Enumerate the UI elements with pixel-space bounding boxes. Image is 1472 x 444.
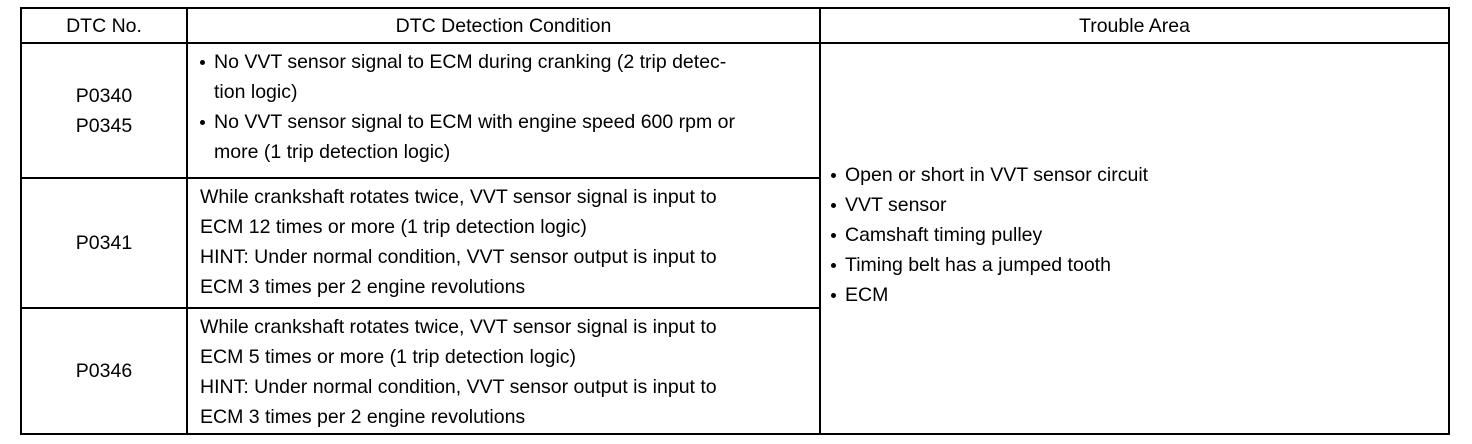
trouble-area-cell (821, 44, 1448, 433)
header-detection-condition: DTC Detection Condition (395, 14, 612, 37)
hint-line: ECM 3 times per 2 engine revolutions (200, 276, 526, 298)
hint-line: ECM 3 times per 2 engine revolutions (200, 406, 526, 428)
detection-condition-cell (188, 179, 819, 307)
detection-condition-cell (188, 44, 819, 177)
condition-bullet: No VVT sensor signal to ECM during cranking (2 trip detec- tion logic) (200, 47, 800, 107)
trouble-item: Camshaft timing pulley (831, 220, 1148, 250)
trouble-item: VVT sensor (831, 190, 1148, 220)
condition-line: While crankshaft rotates twice, VVT sensor signal is input to (200, 316, 717, 338)
condition-line: ECM 12 times or more (1 trip detection logic) (200, 216, 587, 238)
header-trouble-area: Trouble Area (1079, 14, 1190, 37)
hint-line: HINT: Under normal condition, VVT sensor output is input to (200, 246, 717, 268)
dtc-table (20, 7, 1450, 435)
dtc-code-cell (22, 309, 186, 433)
dtc-code-cell (22, 179, 186, 307)
trouble-item: ECM (831, 280, 1148, 310)
hint-line: HINT: Under normal condition, VVT sensor output is input to (200, 376, 717, 398)
dtc-code: P0341 (75, 232, 133, 254)
header-dtc-no: DTC No. (66, 14, 142, 37)
condition-bullet: No VVT sensor signal to ECM with engine speed 600 rpm or more (1 trip detection logic) (200, 107, 800, 167)
dtc-code-cell (22, 44, 186, 177)
trouble-item: Open or short in VVT sensor circuit (831, 160, 1148, 190)
detection-condition-cell (188, 309, 819, 433)
dtc-code: P0345 (75, 114, 133, 137)
dtc-code: P0346 (75, 360, 133, 382)
dtc-code: P0340 (75, 84, 133, 107)
condition-line: ECM 5 times or more (1 trip detection logic) (200, 346, 577, 368)
condition-line: While crankshaft rotates twice, VVT sensor signal is input to (200, 186, 717, 208)
trouble-item: Timing belt has a jumped tooth (831, 250, 1148, 280)
